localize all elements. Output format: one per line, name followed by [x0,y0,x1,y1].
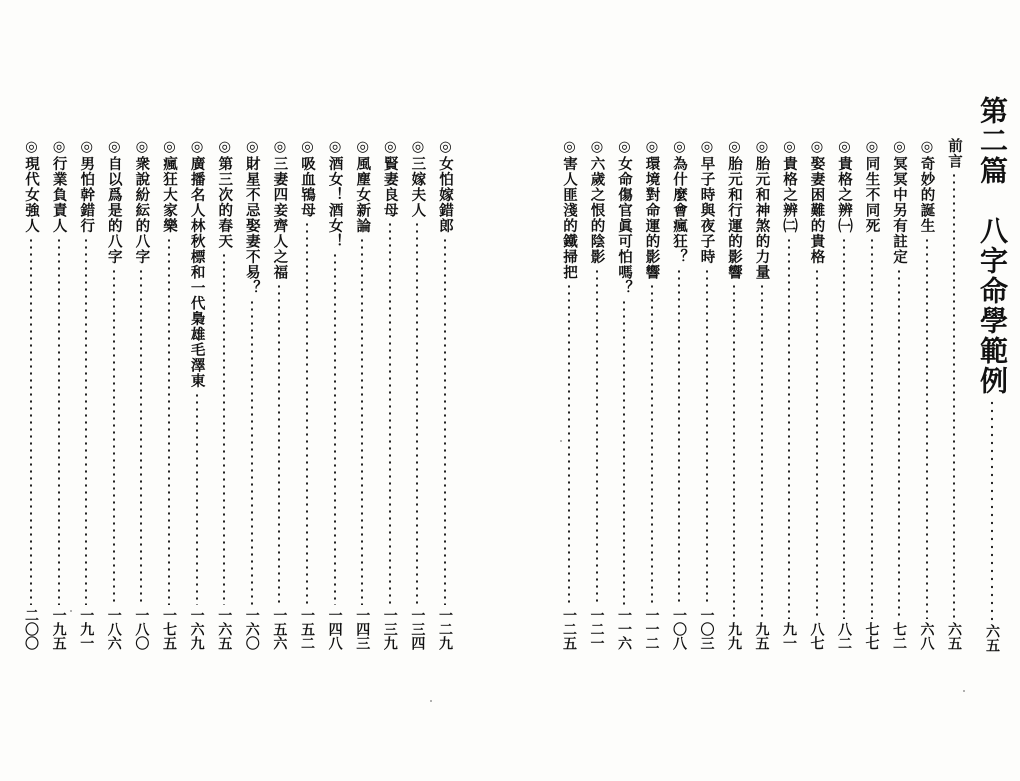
toc-entry [75,138,97,650]
toc-entry-title: ◎奇妙的誕生 [918,138,936,234]
leader-dots [168,237,170,606]
toc-entry-page: 六五 [946,622,962,650]
toc-entry-page: 一六五 [216,608,233,650]
toc-entry-page: 一五二 [299,608,315,650]
toc-entry-column [296,138,318,650]
toc-entry-column [75,138,97,650]
leader-dots [306,221,308,605]
toc-entry [751,138,773,650]
toc-entry-title: ◎瘋狂大家樂 [161,138,178,234]
toc-entry [434,138,456,650]
toc-entry-column [861,138,883,650]
toc-entry-title: ◎同生不同死 [863,138,881,234]
toc-entry [406,138,428,650]
toc-entry-column [48,138,70,650]
leader-dots [85,237,87,606]
toc-entry-page: 八七 [808,622,825,650]
toc-entry [833,138,855,650]
toc-entry [186,138,208,650]
toc-entry-column [213,138,235,650]
toc-entry-column [586,138,608,650]
leader-dots [843,237,845,620]
toc-entry-page: 九九 [726,622,742,650]
toc-entry-page: 一七五 [161,608,177,650]
toc-entry [296,138,318,650]
toc-entry-title: ◎自以爲是的八字 [105,138,123,265]
toc-entry-column [103,138,125,650]
toc-entry-column [916,138,938,650]
leader-dots [196,392,198,606]
toc-entry-title: ◎娶妻困難的貴格 [808,138,826,265]
toc-entry-title: ◎三嫁夫人 [409,138,427,218]
toc-entry-column [696,138,718,650]
toc-entry-page: 九一 [781,622,797,650]
leader-dots [389,221,391,605]
leader-dots [278,283,280,605]
leader-dots [223,252,225,605]
toc-entry [324,138,346,650]
leader-dots [953,172,955,619]
toc-entry-column [806,138,828,650]
toc-entry [130,138,152,650]
right-page [520,0,1020,781]
toc-entry [778,138,800,650]
toc-entry-page: 八二 [836,622,852,650]
toc-entry-page: 一八〇 [133,608,150,650]
chapter-title [975,96,1009,652]
leader-dots [926,237,928,620]
leader-dots [568,283,570,605]
toc-entry-page: 一五六 [271,608,288,650]
leader-dots [706,268,708,606]
toc-entry-title: ◎胎元和行運的影響 [726,138,743,280]
toc-entry-column [668,138,690,650]
toc-entry-page: 九五 [753,622,770,650]
leader-dots [140,268,142,606]
toc-entry-column [888,138,910,650]
toc-entry-column [641,138,663,650]
toc-entry [806,138,828,650]
toc-entry-page: 一〇三 [698,608,715,650]
toc-entry-title: ◎胎元和神煞的力量 [753,138,771,280]
leader-dots [58,237,60,606]
toc-entry-page: 一八六 [105,608,122,650]
toc-entry-title: ◎賢妻良母 [381,138,399,218]
toc-entry-title: ◎廣播名人林秋標和一代梟雄毛澤東 [188,138,206,389]
toc-entry-column [351,138,373,650]
toc-entry-page: 六八 [918,622,935,650]
toc-entry-column [406,138,428,650]
toc-entry-title: ◎男怕幹錯行 [78,138,96,234]
toc-entry-page: 一九一 [78,608,95,650]
left-page [0,0,495,781]
toc-entry-column [130,138,152,650]
toc-entry [351,138,373,650]
leader-dots [816,268,818,620]
toc-entry-column [20,138,42,650]
toc-entry-page: 一二五 [561,608,577,650]
toc-entry-column [158,138,180,650]
toc-entry [668,138,690,650]
toc-entry-title: ◎六歲之恨的陰影 [588,138,606,265]
toc-entry-column [613,138,635,650]
toc-entry-page: 一三四 [409,608,426,650]
leader-dots [30,237,32,606]
toc-entry-title: ◎貴格之辨㈠ [836,138,853,234]
toc-entry-column [268,138,290,650]
chapter-page-number: 六五 [984,624,1000,652]
leader-dots [733,283,735,619]
toc-entry-column [186,138,208,650]
leader-dots [113,268,115,606]
toc-entry-page: 一四三 [354,608,371,650]
toc-entry-column [751,138,773,650]
leader-dots [871,237,873,620]
toc-entry [696,138,718,650]
toc-entry [916,138,938,650]
toc-entry [943,138,965,650]
leader-dots [678,268,680,606]
leader-dots [444,237,446,606]
leader-dots [898,268,900,620]
leader-dots [334,252,336,605]
toc-entry [861,138,883,650]
toc-entry-page: 一二一 [588,608,605,650]
toc-entry-title: ◎早子時與夜子時 [698,138,716,265]
toc-entry-title: ◎環境對命運的影響 [643,138,661,280]
toc-entry-page: 二〇〇 [23,608,39,650]
toc-entry-page: 一四八 [326,608,343,650]
leader-dots [623,299,625,606]
toc-entry-page: 一二九 [437,608,453,650]
toc-entry-title: ◎貴格之辨㈡ [781,138,798,234]
toc-entry-page: 一一二 [643,608,660,650]
toc-entry-column [434,138,456,650]
toc-entry-title: ◎吸血鴇母 [299,138,316,218]
toc-entry-column [833,138,855,650]
toc-entry-title: ◎酒女！酒女！ [326,138,344,249]
toc-entry-title: ◎行業負責人 [50,138,68,234]
toc-entry [888,138,910,650]
toc-entry-column [379,138,401,650]
toc-entry [723,138,745,650]
toc-entry-title: ◎衆說紛紜的八字 [133,138,151,265]
toc-entry-title: ◎風塵女新論 [354,138,372,234]
toc-entry [586,138,608,650]
toc-entry-title: ◎女命傷官眞可怕嗎？ [616,138,633,296]
leader-dots [596,268,598,606]
leader-dots [761,283,763,619]
toc-entry-page: 七二 [891,622,907,650]
leader-dots [651,283,653,605]
toc-entry-column [241,138,263,650]
toc-entry [158,138,180,650]
toc-entry-title: 前言 [946,138,963,169]
chapter-title-text: 第二篇 八字命學範例 [976,96,1009,396]
toc-entry [379,138,401,650]
toc-entry [241,138,263,650]
leader-dots [251,299,253,606]
toc-entry [48,138,70,650]
toc-entry-page: 一一六 [616,608,632,650]
toc-entry-title: ◎三妻四妾齊人之福 [271,138,289,280]
toc-entry-page: 一三九 [381,608,398,650]
toc-entry-page: 一六〇 [243,608,260,650]
toc-entry-column [723,138,745,650]
toc-entry-title: ◎女怕嫁錯郎 [437,138,454,234]
toc-entry-page: 一九五 [50,608,67,650]
toc-entry-title: ◎害人匪淺的鐵掃把 [561,138,578,280]
toc-entry [213,138,235,650]
toc-entry-title: ◎財星不忌娶妻不易？ [243,138,261,296]
toc-entry-column [558,138,580,650]
toc-entry [613,138,635,650]
toc-entry-column [778,138,800,650]
toc-entry-page: 一〇八 [671,608,687,650]
toc-entry-title: ◎為什麼會瘋狂？ [671,138,688,265]
leader-dots [991,399,993,621]
toc-entry [20,138,42,650]
leader-dots [361,237,363,606]
toc-entry [558,138,580,650]
toc-entry-title: ◎現代女強人 [23,138,40,234]
toc-entry-column [943,138,965,650]
leader-dots [416,221,418,605]
toc-entry-page: 一六九 [188,608,205,650]
leader-dots [788,237,790,620]
toc-entry-title: ◎第三次的春天 [216,138,234,249]
toc-entry-page: 七七 [863,622,880,650]
toc-entry [268,138,290,650]
toc-entry [641,138,663,650]
toc-entry-title: ◎冥冥中另有註定 [891,138,908,265]
toc-entry-column [324,138,346,650]
toc-entry [103,138,125,650]
